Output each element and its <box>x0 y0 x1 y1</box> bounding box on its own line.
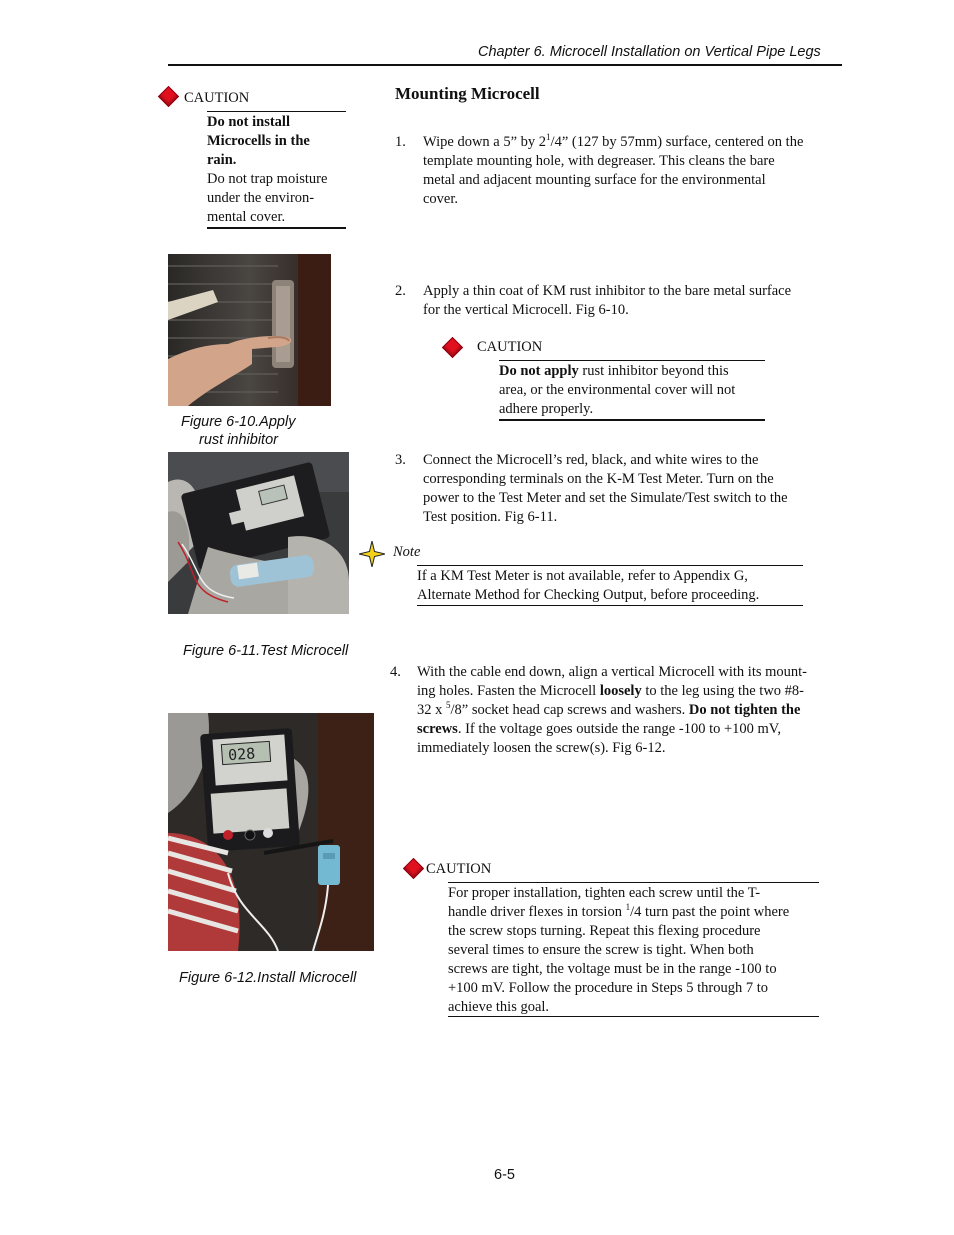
caution-diamond-icon <box>442 337 463 358</box>
figure-6-10-photo <box>168 254 331 406</box>
note-line-1: If a KM Test Meter is not available, refer to Appendix G, <box>417 568 748 584</box>
sidebar-caution-bold-1: Do not install <box>207 114 290 130</box>
caution-step-4-line-3: the screw stops turning. Repeat this flexing procedure <box>448 923 761 939</box>
step-1-line-1b: /4” (127 by 57mm) surface, centered on the <box>550 134 804 150</box>
test-microcell-photo-graphic <box>168 452 349 614</box>
rust-inhibitor-photo-graphic <box>168 254 331 406</box>
step-3-line-2: corresponding terminals on the K-M Test Meter. Turn on the <box>423 471 774 487</box>
figure-6-12-caption: Figure 6-12.Install Microcell <box>179 970 357 986</box>
step-4-do-not-tighten: Do not tighten the <box>688 702 801 718</box>
caution-step-4-line-7: achieve this goal. <box>448 999 550 1015</box>
figure-6-10-caption-line-2: rust inhibitor <box>199 432 278 448</box>
step-1-number: 1. <box>395 134 406 150</box>
caution-step-4-label: CAUTION <box>426 861 492 877</box>
chapter-header: Chapter 6. Microcell Installation on Vertical Pipe Legs <box>478 44 821 60</box>
caution-step-4-line-2b: /4 turn past the point where <box>630 904 790 920</box>
caution-step-2-line-2: area, or the environmental cover will not <box>499 382 736 398</box>
page-number: 6-5 <box>494 1167 515 1183</box>
meter-display-reading: 028 <box>227 744 256 765</box>
caution-step-4-line-1: For proper installation, tighten each screw until the T- <box>448 885 761 901</box>
caution-step-2-top-rule <box>499 360 765 361</box>
caution-step-2-text <box>499 362 769 419</box>
caution-step-4-line-6: +100 mV. Follow the procedure in Steps 5 through 7 to <box>448 980 769 996</box>
caution-step-4-line-4: several times to ensure the screw is tight. When both <box>448 942 754 958</box>
step-1-sup: 1 <box>546 132 551 143</box>
sidebar-caution-bottom-rule <box>207 227 346 229</box>
step-4-line-4 <box>417 720 837 739</box>
note-label: Note <box>393 544 421 560</box>
caution-step-4-bottom-rule <box>448 1016 819 1017</box>
step-4-screws: screws <box>417 721 458 737</box>
step-4-number: 4. <box>390 664 401 680</box>
step-2-number: 2. <box>395 283 406 299</box>
step-2-line-2: for the vertical Microcell. Fig 6-10. <box>423 302 629 318</box>
step-4-line-2 <box>417 682 837 701</box>
step-4-line-1: With the cable end down, align a vertical Microcell with its mount- <box>417 664 807 680</box>
caution-step-2-bold: Do not apply <box>499 363 579 379</box>
sidebar-caution-line-3: mental cover. <box>207 209 286 225</box>
sidebar-caution-line-2: under the environ- <box>207 190 315 206</box>
step-4-loosely: loosely <box>599 683 642 699</box>
sidebar-caution-label: CAUTION <box>184 90 250 106</box>
step-4-line-3b: /8” socket head cap screws and washers. <box>450 702 689 718</box>
figure-6-10-caption-line-1: Figure 6-10.Apply <box>181 414 296 430</box>
note-top-rule <box>417 565 803 566</box>
step-3-line-1: Connect the Microcell’s red, black, and white wires to the <box>423 452 759 468</box>
figure-6-11-photo <box>168 452 349 614</box>
sidebar-caution-bold-3: rain. <box>207 152 237 168</box>
header-rule <box>168 64 842 66</box>
step-3-line-3: power to the Test Meter and set the Simulate/Test switch to the <box>423 490 788 506</box>
step-1-text <box>423 133 833 209</box>
caution-step-2-rest: rust inhibitor beyond this <box>578 363 729 379</box>
step-1-line-4: cover. <box>423 191 459 207</box>
caution-step-2-line-3: adhere properly. <box>499 401 594 417</box>
sidebar-caution-bold-2: Microcells in the <box>207 133 310 149</box>
step-3-number: 3. <box>395 452 406 468</box>
caution-step-2-label: CAUTION <box>477 339 543 355</box>
caution-step-4-sup: 1 <box>625 902 631 913</box>
sidebar-caution-text <box>207 113 347 227</box>
step-1-line-1 <box>423 133 833 152</box>
caution-step-4-line-2a: handle driver flexes in torsion <box>448 904 626 920</box>
step-1-line-1a: Wipe down a 5” by 2 <box>423 134 547 150</box>
caution-step-4-top-rule <box>448 882 819 883</box>
step-1-line-2: template mounting hole, with degreaser. This cleans the bare <box>423 153 775 169</box>
caution-diamond-icon <box>403 858 424 879</box>
note-text <box>417 567 807 605</box>
sidebar-caution-top-rule <box>207 111 346 112</box>
step-4-sup: 5 <box>446 700 451 711</box>
caution-step-2-line-1 <box>499 362 769 381</box>
sidebar-caution-line-1: Do not trap moisture <box>207 171 328 187</box>
figure-6-12-photo <box>168 713 374 951</box>
caution-diamond-icon <box>158 86 179 107</box>
caution-step-4-line-5: screws are tight, the voltage must be in the range -100 to <box>448 961 777 977</box>
step-4-line-3 <box>417 701 837 720</box>
note-star-icon <box>359 541 385 567</box>
caution-step-4-text <box>448 884 823 1017</box>
step-1-line-3: metal and adjacent mounting surface for the environmental <box>423 172 766 188</box>
caution-step-2-bottom-rule <box>499 419 765 421</box>
step-4-line-3a: 32 x <box>417 702 446 718</box>
step-3-line-4: Test position. Fig 6-11. <box>423 509 558 525</box>
caution-step-4-line-2 <box>448 903 823 922</box>
step-3-text <box>423 451 833 527</box>
step-4-line-2b: to the leg using the two #8- <box>641 683 805 699</box>
section-title: Mounting Microcell <box>395 84 540 103</box>
step-2-line-1: Apply a thin coat of KM rust inhibitor to the bare metal surface <box>423 283 792 299</box>
install-microcell-photo-graphic <box>168 713 374 951</box>
note-line-2: Alternate Method for Checking Output, before proceeding. <box>417 587 760 603</box>
step-4-line-4b: . If the voltage goes outside the range -100 to +100 mV, <box>457 721 782 737</box>
figure-6-10-caption <box>181 413 295 449</box>
step-2-text <box>423 282 833 320</box>
note-bottom-rule <box>417 605 803 606</box>
figure-6-11-caption: Figure 6-11.Test Microcell <box>183 643 349 659</box>
step-4-line-5: immediately loosen the screw(s). Fig 6-12. <box>417 740 666 756</box>
step-4-line-2a: ing holes. Fasten the Microcell <box>417 683 600 699</box>
step-4-text <box>417 663 837 758</box>
